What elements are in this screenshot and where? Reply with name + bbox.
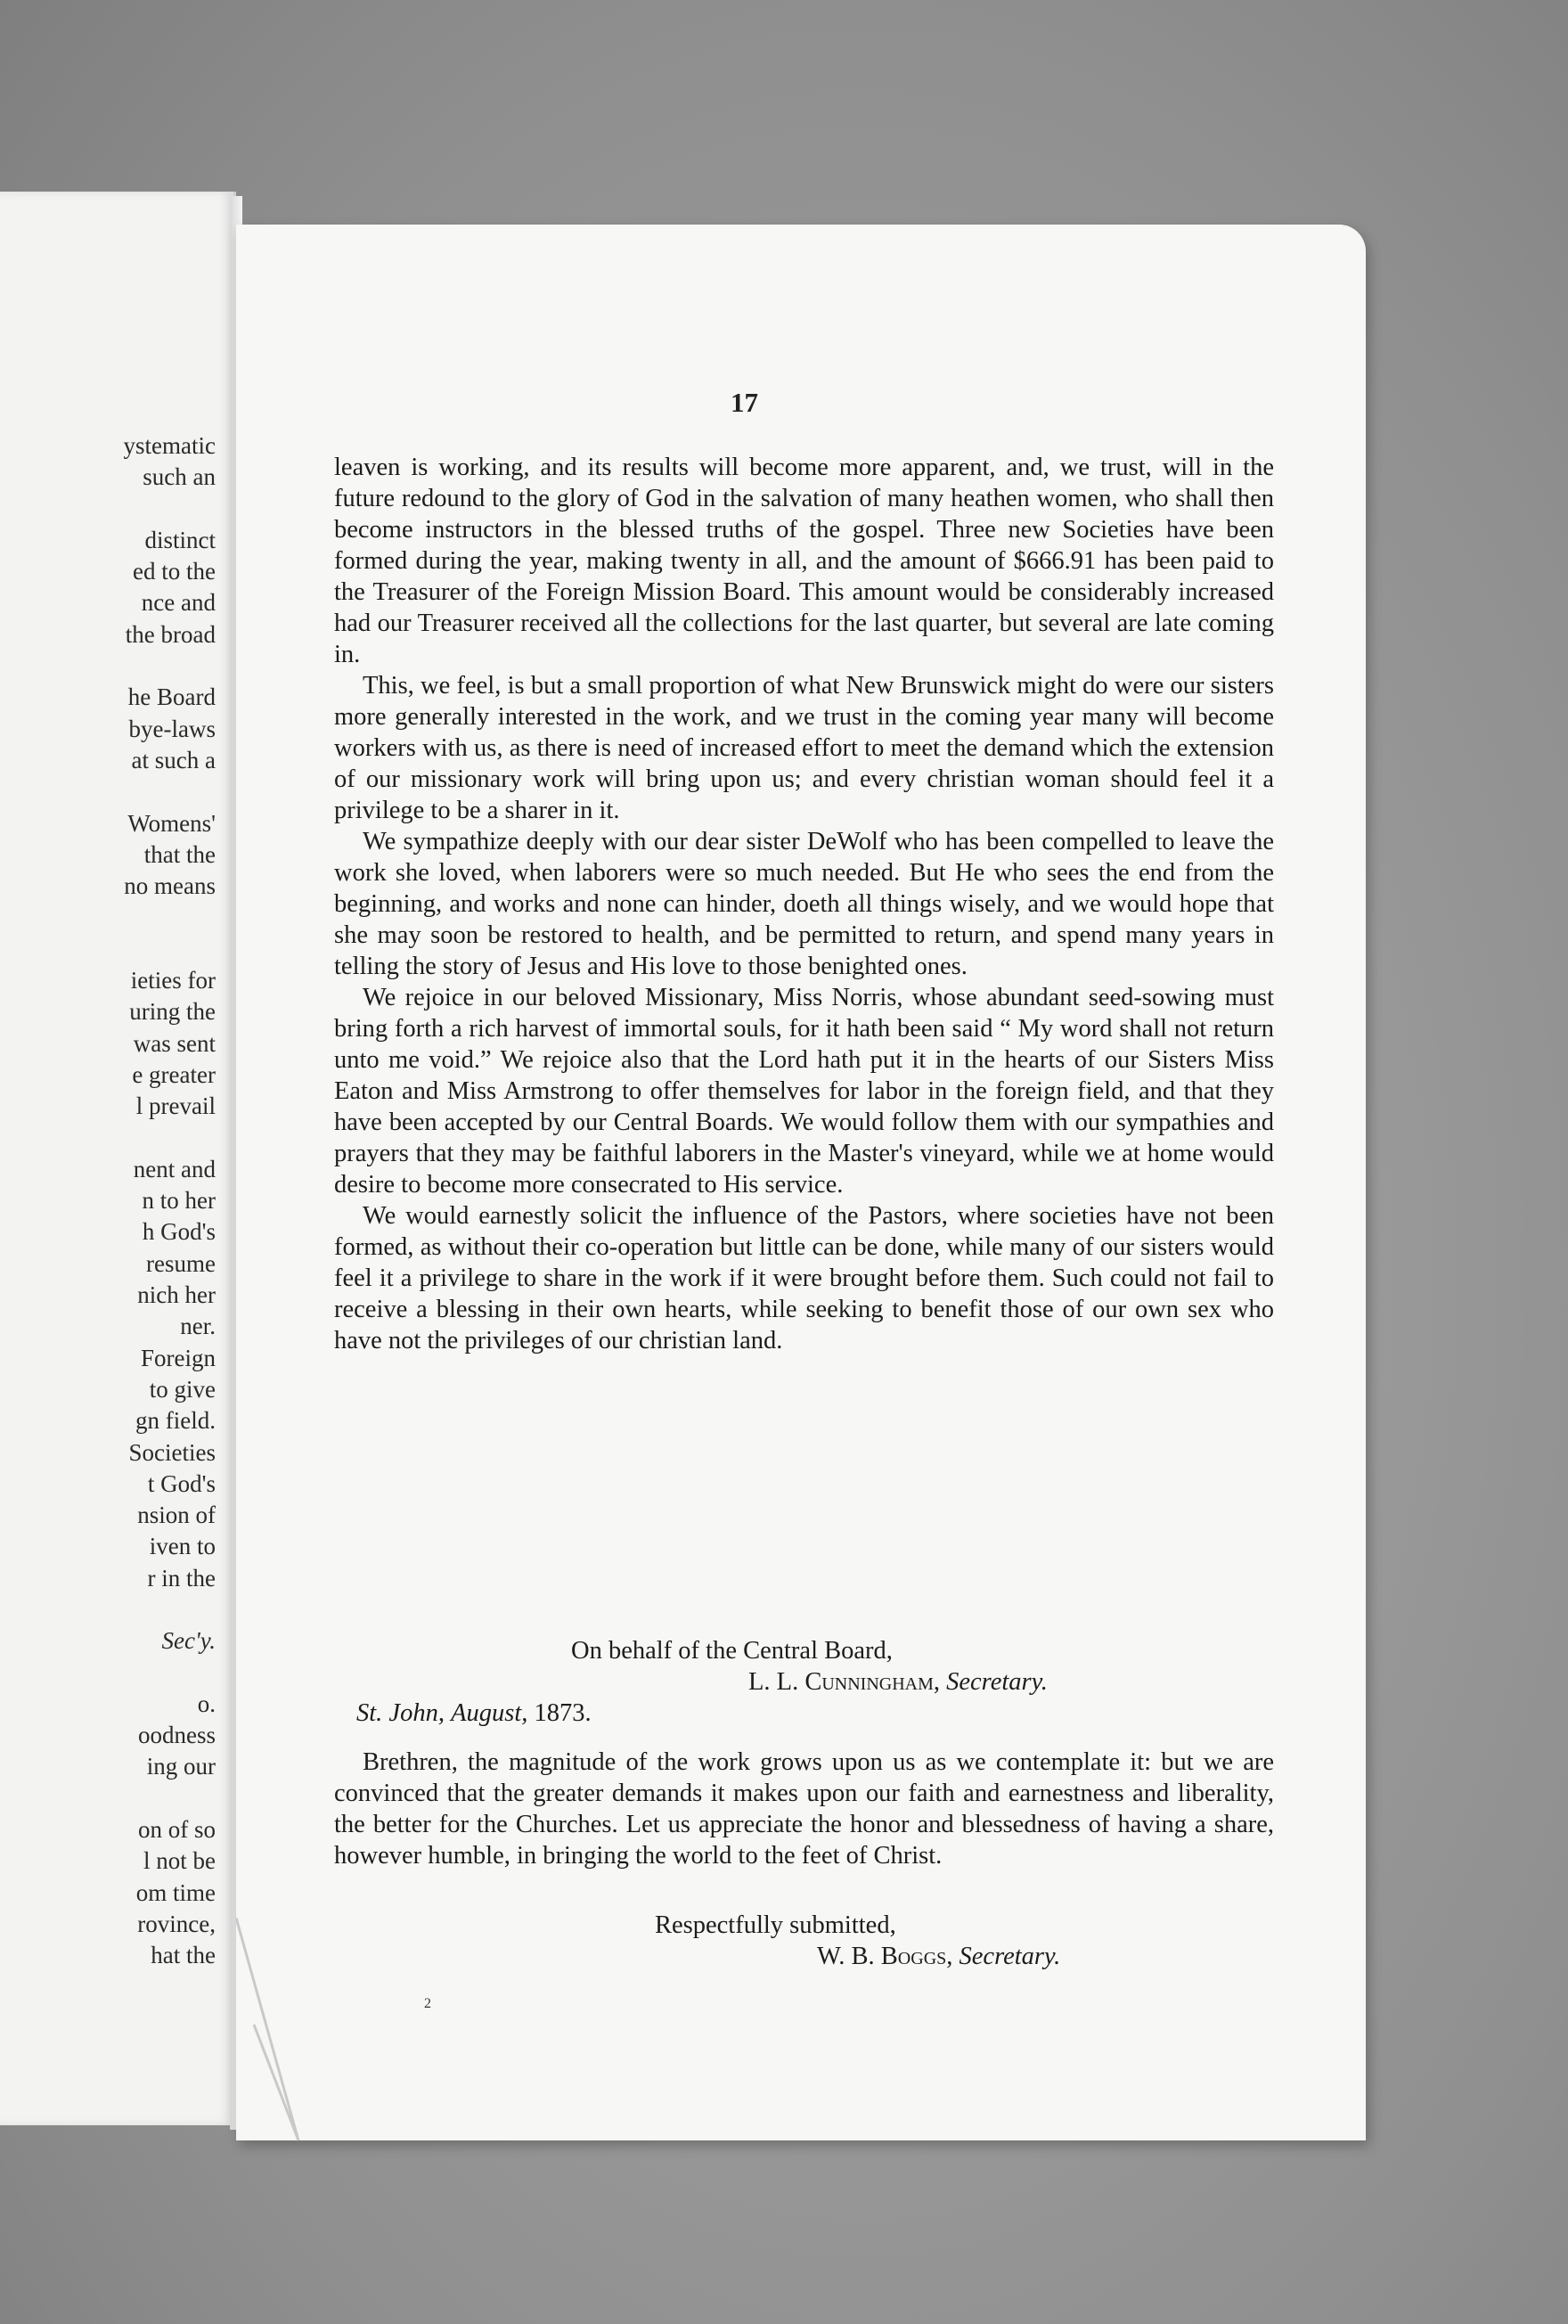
facing-page-line: l prevail bbox=[135, 1092, 216, 1120]
facing-page-line: r in the bbox=[147, 1564, 216, 1592]
facing-page-line: ner. bbox=[180, 1313, 216, 1340]
facing-page-line bbox=[2, 1657, 216, 1689]
facing-page-line bbox=[2, 902, 216, 933]
facing-page-line: at such a bbox=[131, 746, 216, 773]
signer1-title: Secretary. bbox=[946, 1668, 1048, 1696]
facing-page-line: on of so bbox=[138, 1816, 216, 1844]
facing-page-line: hat the bbox=[151, 1942, 216, 1969]
facing-page-text bbox=[2, 430, 216, 1972]
facing-page-line bbox=[2, 776, 216, 807]
closing-paragraph bbox=[334, 1747, 1274, 1871]
paragraph-3: We sympathize deeply with our dear sister DeWolf who has been compelled to leave the work she loved, when laborers were so much needed. But He who sees the end from the beginning, and works and none can hinder, doeth all things wisely, and we would hope that she may soon be restored to health, and be permitted to return, and spend many years in telling the story of Jesus and His love to those benighted ones. bbox=[334, 828, 1274, 980]
facing-page-line: ieties for bbox=[130, 967, 216, 994]
signer2-title: Secretary. bbox=[959, 1943, 1061, 1970]
facing-page-line: the broad bbox=[125, 620, 216, 648]
facing-page-line: distinct bbox=[144, 526, 216, 553]
facing-page-line: rovince, bbox=[137, 1910, 216, 1937]
paragraph-5: We would earnestly solicit the influence of the Pastors, where societies have not been formed, as without their co-operation but little can be done, while many of our sisters would feel it a privilege to share in the work if it were brought before them. Such could not fail to receive a blessing in their own hearts, while seeking to benefit those of our own sex who have not the privileges of our christian land. bbox=[334, 1202, 1274, 1354]
paragraph-4: We rejoice in our beloved Missionary, Miss Norris, whose abundant seed-sowing must bring forth a rich harvest of immortal souls, for it hath been said “ My word shall not return unto me void.” We rejoice also that the Lord hath put it in the hearts of our Sisters Miss Eaton and Miss Armstrong to offer themselves for labor in the foreign field, and that they have been accepted by our Central Boards. We would follow them with our sympathies and prayers that they may be faithful laborers in the Master's vineyard, while we at home would desire to become more consecrated to His service. bbox=[334, 984, 1274, 1199]
facing-page-line: nce and bbox=[141, 589, 216, 617]
facing-page-line: he Board bbox=[127, 683, 216, 711]
date-month: August, bbox=[451, 1699, 528, 1727]
facing-page-line: such an bbox=[143, 463, 216, 491]
facing-page-line: Womens' bbox=[127, 809, 216, 837]
facing-page bbox=[0, 192, 236, 2125]
facing-page-line: h God's bbox=[142, 1218, 216, 1246]
closing-text: Brethren, the magnitude of the work grows upon us as we contemplate it: but we are convinced that the greater demands it makes upon our faith and earnestness and liberality, the better for the Churches. Let us appreciate the honor and blessedness of having a share, however humble, in bringing the world to the feet of Christ. bbox=[334, 1748, 1274, 1870]
place-date bbox=[356, 1699, 592, 1728]
facing-page-line: ystematic bbox=[123, 432, 216, 459]
facing-page-line: om time bbox=[135, 1878, 216, 1906]
facing-page-line: nsion of bbox=[137, 1502, 216, 1529]
facing-page-line: l not be bbox=[143, 1847, 216, 1875]
facing-page-line: Societies bbox=[128, 1438, 216, 1466]
signer1 bbox=[748, 1668, 1048, 1697]
facing-page-line: uring the bbox=[129, 998, 216, 1026]
facing-page-line bbox=[2, 1594, 216, 1625]
facing-page-line bbox=[2, 494, 216, 525]
signature-mark: 2 bbox=[424, 1996, 431, 2011]
facing-page-line: was sent bbox=[133, 1029, 216, 1057]
facing-page-line: n to her bbox=[142, 1187, 216, 1215]
page-fold-corner bbox=[236, 1918, 307, 2149]
facing-page-line bbox=[2, 934, 216, 965]
facing-page-line bbox=[2, 1123, 216, 1154]
facing-page-line: Foreign bbox=[141, 1344, 216, 1371]
facing-page-line: ing our bbox=[146, 1753, 216, 1780]
signer2 bbox=[817, 1943, 1060, 1971]
facing-page-line: Sec'y. bbox=[161, 1627, 216, 1655]
facing-page-line: nent and bbox=[133, 1155, 216, 1182]
place: St. John, bbox=[356, 1699, 445, 1727]
facing-page-line: no means bbox=[124, 872, 216, 900]
facing-page-line: iven to bbox=[149, 1533, 216, 1560]
paragraph-1: leaven is working, and its results will become more apparent, and, we trust, will in the future redound to the glory of God in the salvation of many heathen women, who shall then become instructors in the blessed truths of the gospel. Three new Societies have been formed during the year, making twenty in all, and the amount of $666.91 has been paid to the Treasurer of the Foreign Mission Board. This amount would be considerably increased had our Treasurer received all the collections for the last quarter, but several are late coming in. bbox=[334, 454, 1274, 668]
signer1-name: L. L. Cunningham, bbox=[748, 1668, 940, 1696]
page-number: 17 bbox=[731, 387, 758, 418]
facing-page-line: o. bbox=[197, 1690, 216, 1717]
facing-page-line: oodness bbox=[138, 1722, 216, 1749]
paragraph-2: This, we feel, is but a small proportion of what New Brunswick might do were our sisters more generally interested in the work, and we trust in the coming year many will become workers with us, as there is need of increased effort to meet the demand which the extension of our missionary work will bring upon us; and every christian woman should feel it a privilege to be a sharer in it. bbox=[334, 672, 1274, 824]
facing-page-line: to give bbox=[149, 1375, 216, 1403]
facing-page-line: resume bbox=[146, 1249, 216, 1277]
respectfully-line: Respectfully submitted, bbox=[655, 1911, 896, 1939]
facing-page-line: nich her bbox=[137, 1281, 216, 1309]
signer2-name: W. B. Boggs, bbox=[817, 1943, 953, 1970]
facing-page-line: t God's bbox=[147, 1469, 216, 1497]
on-behalf-line: On behalf of the Central Board, bbox=[571, 1637, 893, 1665]
facing-page-line: ed to the bbox=[133, 558, 216, 585]
facing-page-line bbox=[2, 651, 216, 682]
date-year: 1873. bbox=[534, 1699, 592, 1727]
facing-page-line: that the bbox=[143, 840, 216, 868]
facing-page-line: bye-laws bbox=[128, 715, 216, 742]
facing-page-line: e greater bbox=[132, 1060, 216, 1088]
report-body bbox=[334, 452, 1274, 1356]
facing-page-line bbox=[2, 1783, 216, 1814]
facing-page-line: gn field. bbox=[135, 1407, 216, 1435]
page-17 bbox=[236, 225, 1366, 2140]
